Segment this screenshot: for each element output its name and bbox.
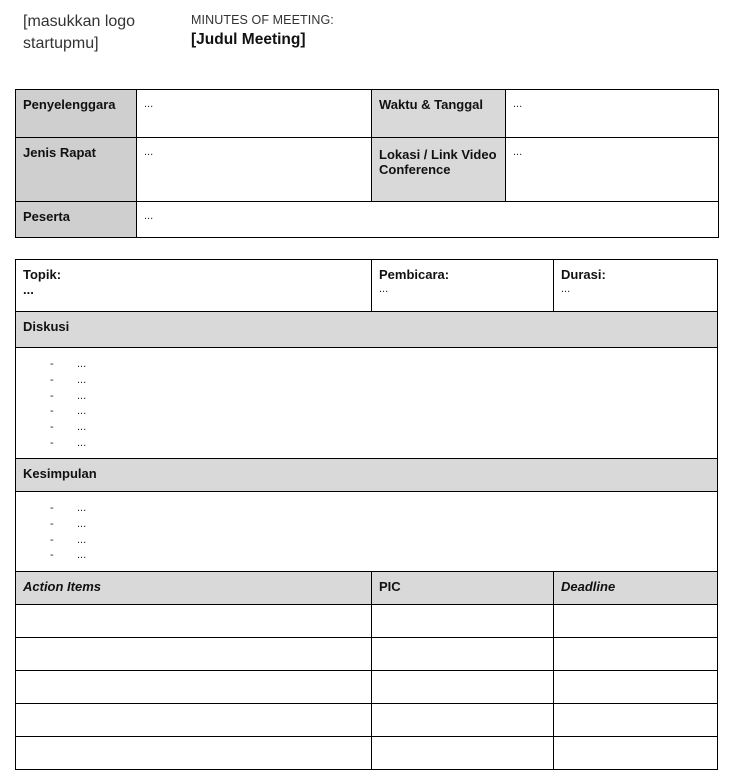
deadline-cell[interactable] xyxy=(554,638,718,671)
list-item[interactable]: - ... xyxy=(50,517,87,530)
agenda-table xyxy=(15,259,718,770)
deadline-label: Deadline xyxy=(554,572,718,605)
discussion-header-row xyxy=(16,312,718,348)
pic-cell[interactable] xyxy=(372,704,554,737)
pic-cell[interactable] xyxy=(372,605,554,638)
discussion-label: Diskusi xyxy=(16,312,718,348)
action-item-cell[interactable] xyxy=(16,671,372,704)
table-row xyxy=(16,605,718,638)
deadline-cell[interactable] xyxy=(554,605,718,638)
participants-label: Peserta xyxy=(16,202,137,238)
organizer-label: Penyelenggara xyxy=(16,90,137,138)
table-row xyxy=(16,638,718,671)
action-items-label: Action Items xyxy=(16,572,372,605)
action-item-cell[interactable] xyxy=(16,704,372,737)
list-item[interactable]: - ... xyxy=(50,358,87,370)
list-item[interactable]: - ... xyxy=(50,549,87,562)
meeting-info-table xyxy=(15,89,719,238)
list-item[interactable]: - ... xyxy=(50,389,87,402)
conclusion-body xyxy=(16,492,718,572)
deadline-cell[interactable] xyxy=(554,737,718,770)
location-value[interactable]: ... xyxy=(506,138,719,202)
table-row xyxy=(16,737,718,770)
list-item[interactable]: - ... xyxy=(50,373,87,386)
location-label: Lokasi / Link Video Conference xyxy=(372,138,506,202)
logo-placeholder: [masukkan logo startupmu] xyxy=(23,13,136,52)
organizer-value[interactable]: ... xyxy=(137,90,372,138)
duration-value[interactable]: ... xyxy=(561,283,571,295)
minutes-label: MINUTES OF MEETING: xyxy=(191,13,334,27)
meeting-title: [Judul Meeting] xyxy=(191,31,306,48)
datetime-label: Waktu & Tanggal xyxy=(372,90,506,138)
conclusion-label: Kesimpulan xyxy=(16,459,718,492)
action-item-cell[interactable] xyxy=(16,605,372,638)
conclusion-header-row xyxy=(16,459,718,492)
speaker-label: Pembicara: xyxy=(379,267,450,282)
topic-cell xyxy=(16,260,372,312)
participants-value[interactable]: ... xyxy=(137,202,719,238)
pic-cell[interactable] xyxy=(372,671,554,704)
discussion-list xyxy=(23,357,710,452)
info-row-organizer xyxy=(16,90,719,138)
duration-label: Durasi: xyxy=(561,267,606,282)
deadline-cell[interactable] xyxy=(554,671,718,704)
list-item[interactable]: - ... xyxy=(50,405,87,418)
list-item[interactable]: - ... xyxy=(50,421,87,434)
action-item-cell[interactable] xyxy=(16,638,372,671)
list-item[interactable]: - ... xyxy=(50,502,87,514)
table-row xyxy=(16,704,718,737)
action-items-header-row xyxy=(16,572,718,605)
pic-label: PIC xyxy=(372,572,554,605)
conclusion-body-row xyxy=(16,492,718,572)
topic-row xyxy=(16,260,718,312)
list-item[interactable]: - ... xyxy=(50,436,87,449)
info-row-type xyxy=(16,138,719,202)
conclusion-list xyxy=(23,501,710,564)
duration-cell xyxy=(554,260,718,312)
topic-value[interactable]: ... xyxy=(23,282,34,297)
meeting-type-value[interactable]: ... xyxy=(137,138,372,202)
pic-cell[interactable] xyxy=(372,737,554,770)
speaker-value[interactable]: ... xyxy=(379,283,389,295)
datetime-value[interactable]: ... xyxy=(506,90,719,138)
pic-cell[interactable] xyxy=(372,638,554,671)
speaker-cell xyxy=(372,260,554,312)
table-row xyxy=(16,671,718,704)
info-row-participants xyxy=(16,202,719,238)
topic-label: Topik: xyxy=(23,267,62,282)
discussion-body-row xyxy=(16,348,718,459)
action-item-cell[interactable] xyxy=(16,737,372,770)
list-item[interactable]: - ... xyxy=(50,533,87,546)
deadline-cell[interactable] xyxy=(554,704,718,737)
meeting-type-label: Jenis Rapat xyxy=(16,138,137,202)
discussion-body xyxy=(16,348,718,459)
